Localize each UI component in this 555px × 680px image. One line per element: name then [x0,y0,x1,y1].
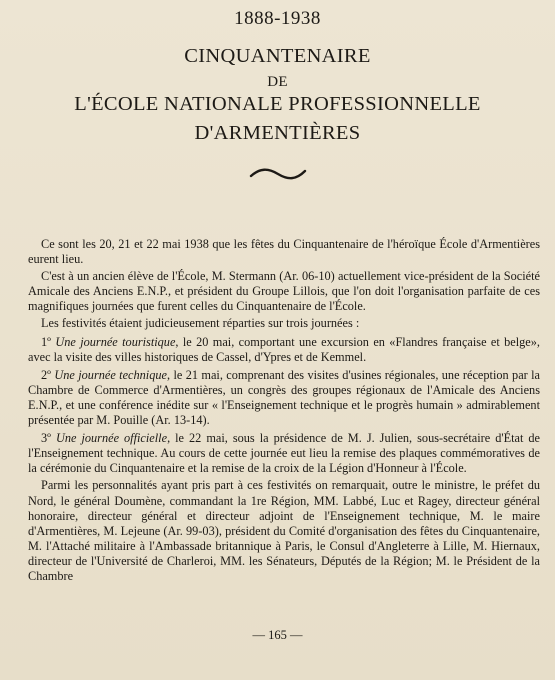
item-number: 3º [41,431,56,446]
article-body [28,237,540,586]
swash-ornament-icon [248,165,308,183]
paragraph-organizer: C'est à un ancien élève de l'École, M. Stermann (Ar. 06-10) actuellement vice-président de la Société Amicale des Anciens E.N.P., et président du Groupe Lillois, que l'on doit l'organisation parfaite de ces magnifiques journées que furent celles du Cinquantenaire de l'École. [28,269,540,314]
page-number: — 165 — [252,628,303,642]
item-label: Une journée touristique [55,334,176,349]
header-years: 1888-1938 [234,8,321,29]
item-text: , le 22 mai, sous la présidence de M. J. Julien, sous-secrétaire d'État de l'Enseignement technique. Au cours de cette journée eut lieu la remise des plaques commémoratives de la cérémonie du Cinquantenaire et la remise de la croix de la Légion d'Honneur à l'École. [28,431,540,476]
list-item-day-1 [28,335,540,365]
item-text: , le 20 mai, comportant une excursion en «Flandres française et belge», avec la visite des villes historiques de Cassel, d'Ypres et de Kemmel. [28,334,540,364]
list-item-day-3 [28,431,540,476]
title-line-1: CINQUANTENAIRE [184,45,371,67]
list-item-day-2 [28,368,540,428]
title-line-2: DE [267,74,288,90]
item-label: Une journée officielle [55,431,168,446]
item-number: 2º [41,367,55,382]
item-number: 1º [41,334,56,349]
item-text: , le 21 mai, comprenant des visites d'usines régionales, une réception par la Chambre de Commerce d'Armentières, un congrès des groupes régionaux de l'Amicale des Anciens E.N.P., et une conférence inédite sur « l'Enseignement technique et le progrès humain » admirablement présentée par M. Pouille (Ar. 13-14). [28,367,540,428]
item-label: Une journée technique [54,367,167,382]
title-line-4: D'ARMENTIÈRES [194,122,361,144]
paragraph-personalities: Parmi les personnalités ayant pris part à ces festivités on remarquait, outre le ministre, le préfet du Nord, le général Doumène, commandant la 1re Région, MM. Labbé, Luc et Ragey, directeur général honoraire, directeur général et directeur adjoint de l'Enseignement technique, M. le maire d'Armentières, M. Lejeune (Ar. 99-03), président du Comité d'organisation des fêtes du Cinquantenaire, M. l'Attaché militaire à l'Ambassade britannique à Paris, le Consul d'Angleterre à Lille, M. Hiernaux, directeur de l'Université de Charleroi, MM. les Sénateurs, Députés de la Région; M. le Président de la Chambre [28,478,540,583]
ornament-swash [0,165,555,188]
paragraph-schedule: Les festivités étaient judicieusement réparties sur trois journées : [41,316,360,331]
paragraph-intro: Ce sont les 20, 21 et 22 mai 1938 que les fêtes du Cinquantenaire de l'héroïque École d'Armentières eurent lieu. [28,237,540,267]
title-line-3: L'ÉCOLE NATIONALE PROFESSIONNELLE [74,93,481,115]
